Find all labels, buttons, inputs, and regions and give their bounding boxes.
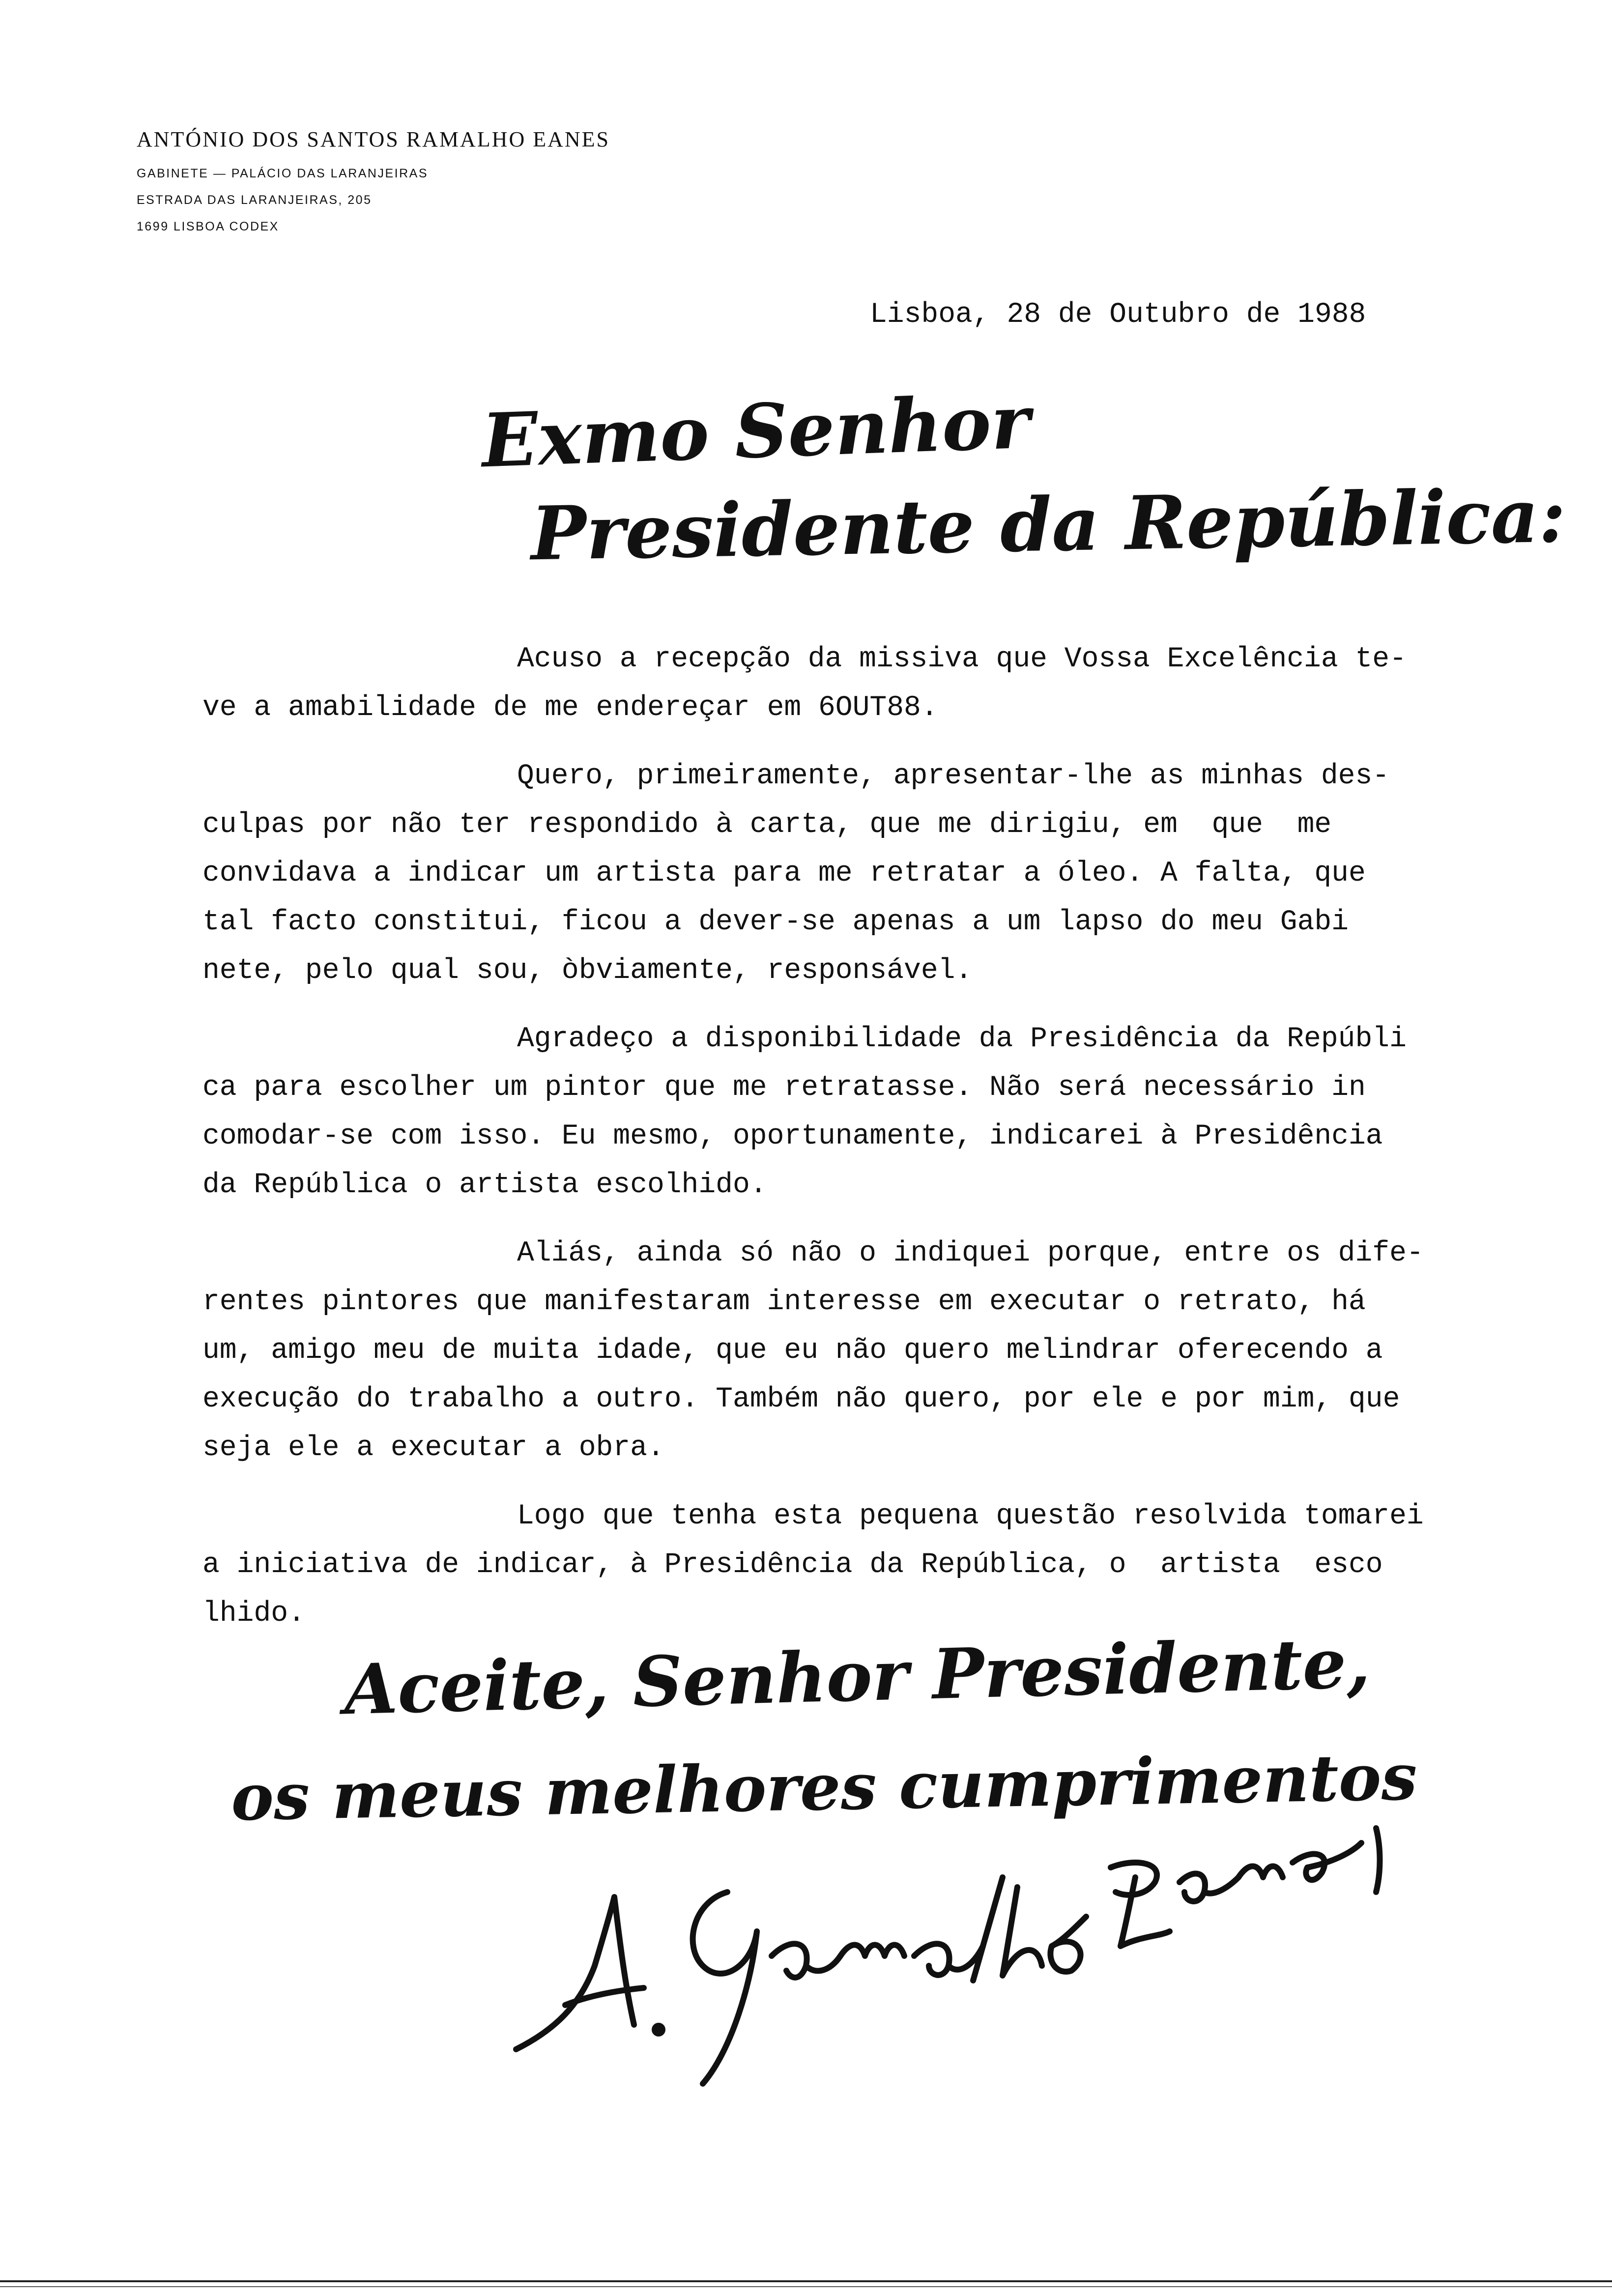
body-line: culpas por não ter respondido à carta, que me dirigiu, em que me (202, 809, 1332, 841)
sender-street: ESTRADA DAS LARANJEIRAS, 205 (137, 193, 372, 207)
body-paragraph (202, 1015, 1539, 1209)
body-line: ve a amabilidade de me endereçar em 6OUT88. (202, 692, 938, 724)
body-paragraph (202, 752, 1539, 995)
body-line: tal facto constitui, ficou a dever-se apenas a um lapso do meu Gabi (202, 906, 1349, 938)
body-line: Acuso a recepção da missiva que Vossa Excelência te- (517, 643, 1407, 675)
letter-body (202, 635, 1539, 1658)
body-line: a iniciativa de indicar, à Presidência da República, o artista esco (202, 1549, 1383, 1581)
body-line: lhido. (202, 1598, 305, 1630)
body-line: execução do trabalho a outro. Também não quero, por ele e por mim, que (202, 1383, 1400, 1415)
body-line: da República o artista escolhido. (202, 1169, 767, 1201)
sender-office: GABINETE — PALÁCIO DAS LARANJEIRAS (137, 167, 429, 180)
body-line: rentes pintores que manifestaram interesse em executar o retrato, há (202, 1286, 1366, 1318)
handwritten-salutation-line-1: Exmo Senhor (480, 378, 1032, 485)
body-line: Aliás, ainda só não o indiquei porque, entre os dife- (517, 1237, 1424, 1269)
bottom-rule (0, 2280, 1612, 2282)
body-line: nete, pelo qual sou, òbviamente, responsável. (202, 955, 973, 987)
sender-city: 1699 LISBOA CODEX (137, 220, 279, 233)
body-paragraph (202, 635, 1539, 732)
body-paragraph (202, 1229, 1539, 1472)
body-line: Logo que tenha esta pequena questão resolvida tomarei (517, 1500, 1424, 1532)
dateline: Lisboa, 28 de Outubro de 1988 (870, 299, 1366, 331)
body-line: Agradeço a disponibilidade da Presidência da Repúbli (517, 1023, 1407, 1055)
body-line: um, amigo meu de muita idade, que eu não quero melindrar oferecendo a (202, 1335, 1383, 1367)
body-line: seja ele a executar a obra. (202, 1432, 664, 1464)
body-line: Quero, primeiramente, apresentar-lhe as minhas des- (517, 760, 1390, 792)
handwritten-closing-line-2: os meus melhores cumprimentos (230, 1739, 1418, 1836)
bottom-rule-thin (0, 2286, 1612, 2287)
body-line: ca para escolher um pintor que me retratasse. Não será necessário in (202, 1072, 1366, 1104)
letterhead (137, 127, 610, 246)
handwritten-signature (496, 1818, 1455, 2094)
body-line: convidava a indicar um artista para me retratar a óleo. A falta, que (202, 858, 1366, 890)
body-paragraph (202, 1492, 1539, 1638)
body-line: comodar-se com isso. Eu mesmo, oportunamente, indicarei à Presidência (202, 1120, 1383, 1152)
sender-name: ANTÓNIO DOS SANTOS RAMALHO EANES (137, 127, 610, 151)
handwritten-salutation-line-2: Presidente da República: (530, 472, 1567, 577)
handwritten-closing-line-1: Aceite, Senhor Presidente, (343, 1623, 1372, 1731)
